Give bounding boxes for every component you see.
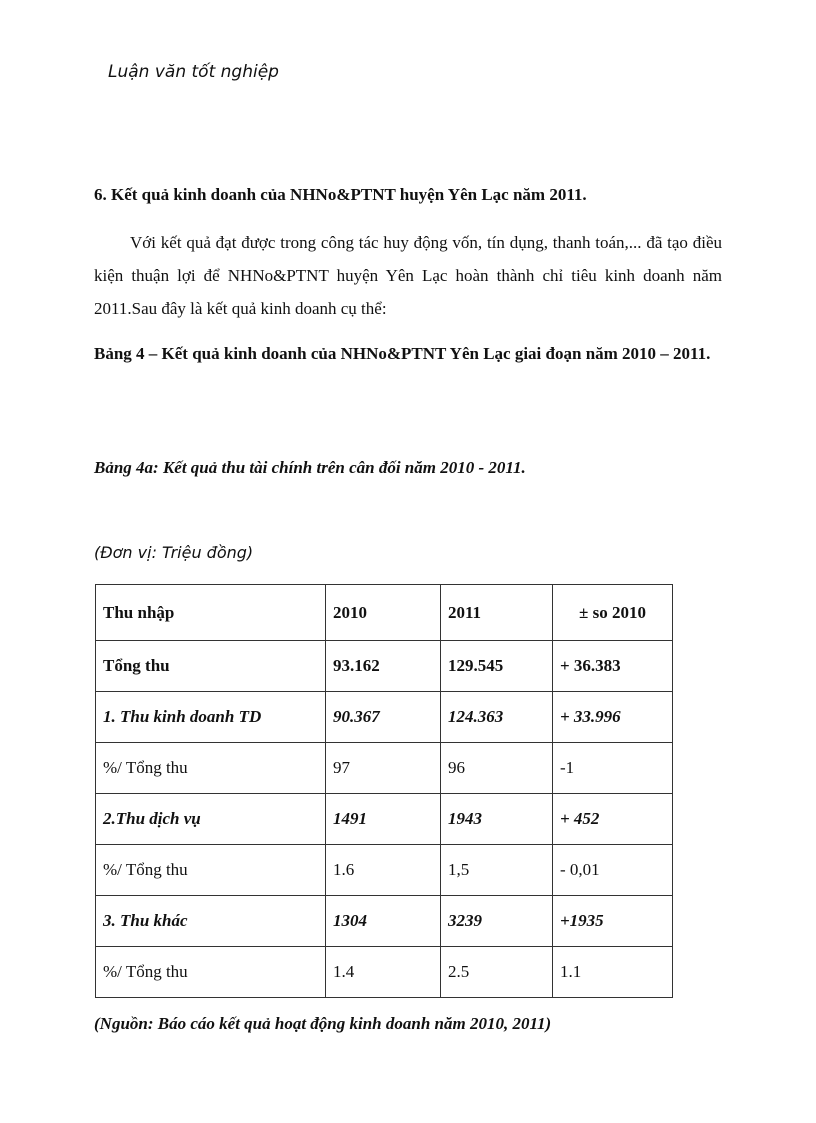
- table-sub-caption: Bảng 4a: Kết quả thu tài chính trên cân đối năm 2010 - 2011.: [94, 458, 526, 477]
- table-caption: Bảng 4 – Kết quả kinh doanh của NHNo&PTNT Yên Lạc giai đoạn năm 2010 – 2011.: [94, 344, 711, 363]
- value-change: +1935: [553, 896, 673, 947]
- table-row: [96, 947, 673, 998]
- value-2010: 90.367: [326, 692, 441, 743]
- source-note: (Nguồn: Báo cáo kết quả hoạt động kinh doanh năm 2010, 2011): [94, 1014, 552, 1033]
- value-change: + 36.383: [553, 641, 673, 692]
- value-2010: 1491: [326, 794, 441, 845]
- value-2010: 97: [326, 743, 441, 794]
- header-cell-change: ± so 2010: [553, 585, 673, 641]
- value-2011: 96: [441, 743, 553, 794]
- value-2011: 3239: [441, 896, 553, 947]
- header-cell-2011: 2011: [441, 585, 553, 641]
- value-2011: 124.363: [441, 692, 553, 743]
- row-label: %/ Tổng thu: [96, 743, 326, 794]
- section-heading: 6. Kết quả kinh doanh của NHNo&PTNT huyện Yên Lạc năm 2011.: [94, 185, 587, 204]
- value-change: + 452: [553, 794, 673, 845]
- table-row: [96, 845, 673, 896]
- value-2011: 1,5: [441, 845, 553, 896]
- body-paragraph: Với kết quả đạt được trong công tác huy động vốn, tín dụng, thanh toán,... đã tạo điều kiện thuận lợi để NHNo&PTNT huyện Yên Lạc hoàn thành chỉ tiêu kinh doanh năm 2011.Sau đây là kết quả kinh doanh cụ thể:: [94, 233, 722, 318]
- header-cell-income: Thu nhập: [96, 585, 326, 641]
- table-row: [96, 692, 673, 743]
- value-2011: 2.5: [441, 947, 553, 998]
- value-2010: 1304: [326, 896, 441, 947]
- row-label: %/ Tổng thu: [96, 947, 326, 998]
- value-change: + 33.996: [553, 692, 673, 743]
- value-change: - 0,01: [553, 845, 673, 896]
- value-2011: 1943: [441, 794, 553, 845]
- table-row: [96, 794, 673, 845]
- value-change: 1.1: [553, 947, 673, 998]
- table-row: [96, 896, 673, 947]
- row-label: Tổng thu: [96, 641, 326, 692]
- value-change: -1: [553, 743, 673, 794]
- unit-note: (Đơn vị: Triệu đồng): [94, 543, 254, 562]
- row-label: %/ Tổng thu: [96, 845, 326, 896]
- value-2010: 93.162: [326, 641, 441, 692]
- row-label: 3. Thu khác: [96, 896, 326, 947]
- header-cell-2010: 2010: [326, 585, 441, 641]
- results-table: [95, 584, 673, 998]
- table-header-row: [96, 585, 673, 641]
- table-row: [96, 641, 673, 692]
- value-2010: 1.6: [326, 845, 441, 896]
- value-2010: 1.4: [326, 947, 441, 998]
- value-2011: 129.545: [441, 641, 553, 692]
- page-header-note: Luận văn tốt nghiệp: [108, 62, 279, 82]
- table-row: [96, 743, 673, 794]
- row-label: 2.Thu dịch vụ: [96, 794, 326, 845]
- row-label: 1. Thu kinh doanh TD: [96, 692, 326, 743]
